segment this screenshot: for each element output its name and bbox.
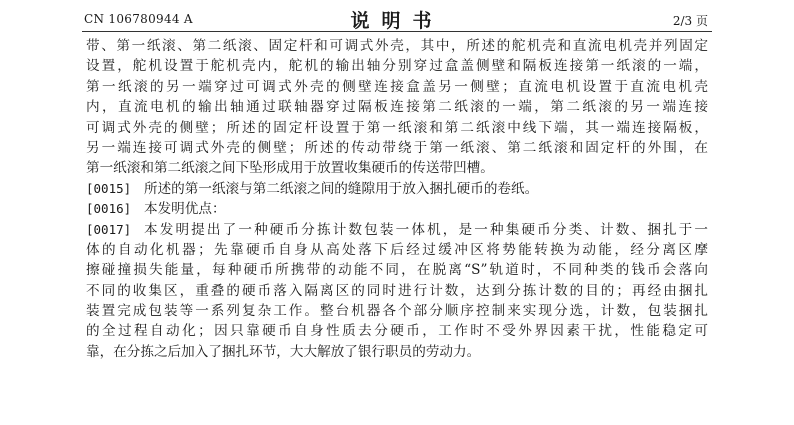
publication-number: CN 106780944 A <box>84 12 193 26</box>
paragraph-0016 <box>86 199 708 219</box>
text-line: 设置，舵机设置于舵机壳内，舵机的输出轴分别穿过盒盖侧壁和隔板连接第一纸滚的一端， <box>86 58 708 75</box>
header-divider <box>82 31 712 32</box>
document-body <box>86 36 708 362</box>
paragraph-number: [0017] <box>86 221 132 237</box>
text-line: 第一纸滚和第二纸滚之间下坠形成用于放置收集硬币的传送带凹槽。 <box>86 160 494 177</box>
text-line: 内，直流电机的输出轴通过联轴器穿过隔板连接第二纸滚的一端，第二纸滚的另一端连接 <box>86 99 708 116</box>
text-line: 另一端连接可调式外壳的侧壁；所述的传动带绕于第一纸滚、第二纸滚和固定杆的外围，在 <box>86 139 708 156</box>
page-title: 说明书 <box>350 10 444 32</box>
paragraph-number: [0016] <box>86 201 132 217</box>
text-line: 第一纸滚的另一端穿过可调式外壳的侧壁连接盒盖另一侧壁；直流电机设置于直流电机壳 <box>86 78 708 95</box>
text-line: 可调式外壳的侧壁；所述的固定杆设置于第一纸滚和第二纸滚中线下端，其一端连接隔板， <box>86 119 708 136</box>
text-line: 擦碰撞损失能量，每种硬币所携带的动能不同，在脱离“S”轨道时，不同种类的钱币会落向 <box>86 262 708 279</box>
page-number: 2/3 页 <box>672 14 708 28</box>
text-line: 装置完成包装等一系列复杂工作。整台机器各个部分顺序控制来实现分选，计数，包装捆扎 <box>86 303 708 320</box>
page-header <box>0 0 794 32</box>
paragraph-text: 本发明提出了一种硬币分拣计数包装一体机，是一种集硬币分类、计数、捆扎于一 <box>144 221 708 238</box>
paragraph-0015 <box>86 179 708 199</box>
text-line: 不同的收集区，重叠的硬币落入隔离区的同时进行计数，达到分拣计数的目的；再经由捆扎 <box>86 282 708 299</box>
paragraph-0017 <box>86 220 708 240</box>
paragraph-number: [0015] <box>86 180 132 196</box>
text-line: 带、第一纸滚、第二纸滚、固定杆和可调式外壳，其中，所述的舵机壳和直流电机壳并列固定 <box>86 38 708 54</box>
paragraph-text: 所述的第一纸滚与第二纸滚之间的缝隙用于放入捆扎硬币的卷纸。 <box>144 180 539 197</box>
text-line: 靠，在分拣之后加入了捆扎环节，大大解放了银行职员的劳动力。 <box>86 343 481 360</box>
text-line: 体的自动化机器；先靠硬币自身从高处落下后经过缓冲区将势能转换为动能，经分离区摩 <box>86 241 708 258</box>
paragraph-text: 本发明优点： <box>144 201 226 218</box>
text-line: 的全过程自动化；因只靠硬币自身性质去分硬币，工作时不受外界因素干扰，性能稳定可 <box>86 323 708 340</box>
